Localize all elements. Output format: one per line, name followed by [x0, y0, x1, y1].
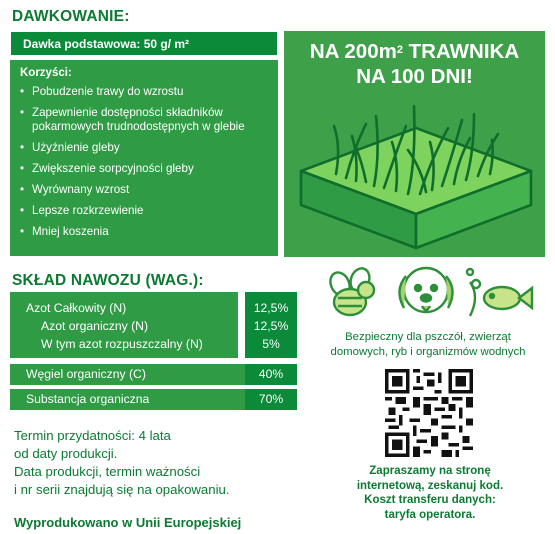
- benefit-item: • Wyrównany wzrost: [20, 183, 268, 197]
- composition-row-name: Azot Całkowity (N): [26, 301, 127, 315]
- promo-panel: [284, 31, 545, 257]
- dog-icon: [399, 268, 452, 312]
- composition-heading: SKŁAD NAWOZU (WAG.):: [12, 272, 204, 289]
- benefit-item: • Użyźnienie gleby: [20, 141, 268, 155]
- animal-icons: [320, 262, 535, 324]
- benefits-panel: [10, 60, 278, 256]
- scan-invitation: Zapraszamy na stronę internetową, zeskanuj kod. Koszt transferu danych: taryfa operatora.: [356, 465, 504, 521]
- fish-icon: [467, 269, 532, 316]
- composition-row-name: W tym azot rozpuszczalny (N): [41, 337, 203, 351]
- safety-note: Bezpieczny dla pszczół, zwierząt domowych, ryb i organizmów wodnych: [330, 331, 526, 358]
- benefit-item: • Mniej koszenia: [20, 225, 268, 239]
- composition-row-value: 12,5%: [253, 319, 289, 333]
- base-dose-bar: Dawka podstawowa: 50 g/ m²: [10, 31, 278, 56]
- made-in-eu: Wyprodukowano w Unii Europejskiej: [14, 515, 242, 530]
- composition-row-value: 5%: [262, 337, 280, 351]
- composition-row: Węgiel organiczny (C) 40%: [10, 364, 297, 385]
- composition-names: [10, 292, 238, 358]
- benefit-item: • Zapewnienie dostępności składników pokarmowych trudnodostępnych w glebie: [20, 106, 268, 134]
- benefit-item: • Lepsze rozkrzewienie: [20, 204, 268, 218]
- benefits-label: Korzyści:: [20, 67, 72, 79]
- composition-row-name: Azot organiczny (N): [41, 319, 149, 333]
- composition-values: [245, 292, 297, 358]
- dosage-heading: DAWKOWANIE:: [12, 8, 130, 25]
- composition-row: Substancja organiczna 70%: [10, 389, 297, 410]
- qr-code[interactable]: [385, 369, 473, 457]
- grass-icon: [296, 86, 536, 251]
- bee-icon: [327, 266, 374, 315]
- benefits-list: [20, 85, 268, 239]
- benefit-item: • Pobudzenie trawy do wzrostu: [20, 85, 268, 99]
- shelf-life-info: Termin przydatności: 4 lata od daty produkcji. Data produkcji, termin ważności i nr serii znajdują się na opakowaniu.: [14, 428, 230, 497]
- benefit-item: • Zwiększenie sorpcyjności gleby: [20, 162, 268, 176]
- promo-title: NA $200m^2$ TRAWNIKA NA 100 DNI!: [309, 40, 520, 88]
- composition-row-value: 12,5%: [253, 301, 289, 315]
